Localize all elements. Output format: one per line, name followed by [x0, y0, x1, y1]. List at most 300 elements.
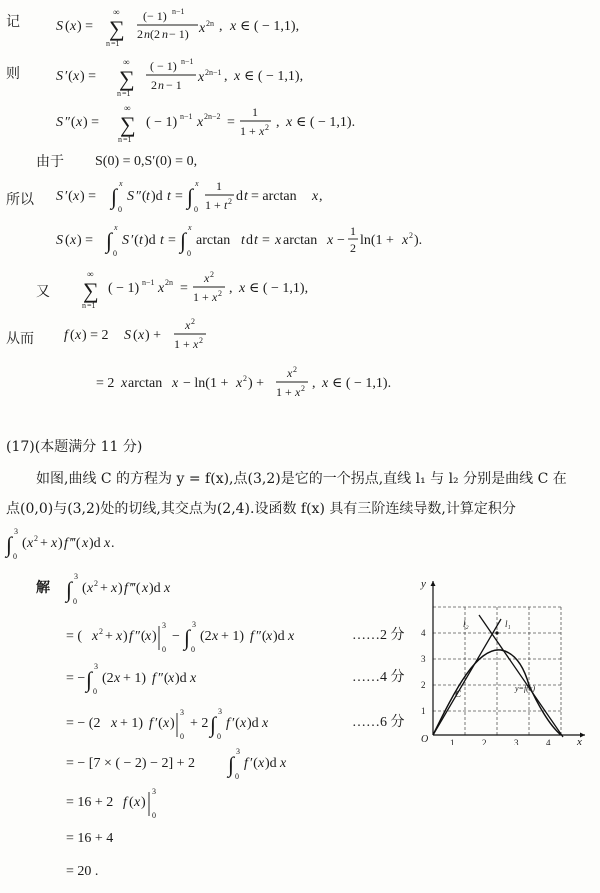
svg-text:2: 2: [94, 579, 98, 588]
svg-text:2n−1: 2n−1: [205, 68, 222, 77]
svg-text:x: x: [327, 233, 334, 248]
svg-text:0: 0: [180, 732, 184, 741]
svg-text:+: +: [105, 629, 113, 644]
svg-text:= (: = (: [66, 629, 83, 644]
svg-text:∫: ∫: [180, 228, 187, 253]
svg-text:)d: )d: [89, 536, 101, 551]
formula-sol-6: [66, 787, 156, 820]
svg-text:∑: ∑: [83, 278, 99, 303]
svg-text:(: (: [133, 328, 138, 343]
svg-text:f: f: [124, 581, 128, 596]
svg-text:2: 2: [34, 534, 38, 543]
svg-text:)d: )d: [144, 233, 156, 248]
svg-text:− ln(1 +: − ln(1 +: [183, 376, 229, 391]
svg-text:x: x: [121, 376, 128, 391]
svg-text:0: 0: [187, 249, 191, 258]
svg-text:x: x: [114, 223, 118, 232]
svg-text:x: x: [111, 716, 118, 731]
problem-line-2: 点(0,0)与(3,2)处的切线,其交点为(2,4).设函数 f(x) 具有三阶连续导数,计算定积分: [6, 501, 516, 517]
x-tick-2: 2: [482, 738, 487, 745]
svg-text:∞: ∞: [124, 103, 131, 113]
svg-text:=: =: [168, 233, 176, 248]
svg-text:2: 2: [151, 78, 157, 92]
formula-problem-integral: [4, 527, 115, 561]
svg-text:1 +: 1 +: [205, 198, 221, 212]
formula-sol-2: [66, 620, 295, 654]
svg-text:∈ ( − 1,1),: ∈ ( − 1,1),: [240, 19, 300, 34]
label-you: 又: [36, 284, 50, 300]
svg-text:n: n: [158, 78, 164, 92]
svg-text:) =: ) =: [77, 19, 94, 34]
svg-text:+ 2: + 2: [190, 716, 209, 731]
svg-text:x: x: [73, 189, 80, 204]
step-16-plus-4: = 16 + 4: [66, 831, 114, 846]
svg-text:x: x: [212, 629, 219, 644]
y-tick-2: 2: [421, 680, 426, 690]
tangent-l1: [433, 619, 501, 735]
svg-text:3: 3: [218, 707, 222, 716]
svg-text:− 1): − 1): [147, 9, 167, 23]
svg-text:∫: ∫: [184, 625, 191, 650]
svg-text:,: ,: [319, 189, 323, 204]
svg-text:+: +: [40, 536, 48, 551]
formula-f-second: [96, 365, 391, 399]
svg-text:x: x: [258, 756, 265, 771]
svg-text:(2: (2: [102, 671, 114, 686]
svg-text:= 16 + 2: = 16 + 2: [66, 795, 114, 810]
svg-text:(: (: [129, 795, 134, 810]
label-congery: 从而: [6, 331, 34, 347]
svg-text:x: x: [236, 376, 243, 391]
svg-text:∫: ∫: [210, 712, 217, 737]
svg-text:′(: ′(: [250, 756, 258, 771]
svg-text:= − (2: = − (2: [66, 716, 101, 731]
svg-text:=: =: [227, 115, 235, 130]
svg-text:2: 2: [199, 336, 203, 345]
svg-text:3: 3: [192, 620, 196, 629]
svg-text:x: x: [212, 290, 218, 304]
svg-text:t: t: [224, 198, 228, 212]
label-y-equals-fx: y=f(x): [515, 684, 536, 693]
svg-text:(2: (2: [200, 629, 212, 644]
y-axis-label: y: [421, 578, 426, 590]
svg-text:) =: ) =: [77, 233, 94, 248]
svg-text:t: t: [146, 189, 150, 204]
svg-text:S: S: [56, 115, 63, 130]
svg-text:′(: ′(: [232, 716, 240, 731]
svg-text:n: n: [144, 27, 150, 41]
x-tick-3: 3: [514, 738, 519, 745]
x-axis-label: x: [577, 736, 582, 745]
svg-text:): ): [152, 629, 157, 644]
svg-text:(: (: [65, 19, 70, 34]
svg-text:1 +: 1 +: [240, 124, 256, 138]
svg-text:.: .: [111, 536, 115, 551]
svg-text:t: t: [244, 189, 248, 204]
svg-text:x: x: [199, 21, 206, 36]
svg-text:=1: =1: [87, 301, 96, 310]
svg-text:t: t: [160, 233, 164, 248]
svg-text:x: x: [195, 179, 199, 188]
svg-text:x: x: [134, 795, 141, 810]
svg-text:,: ,: [224, 69, 228, 84]
formula-sol-1: [64, 572, 171, 606]
svg-text:x: x: [288, 629, 295, 644]
label-l1: l₁: [505, 619, 511, 629]
svg-text:− 1: − 1: [166, 78, 182, 92]
svg-text:t: t: [167, 189, 171, 204]
problem-line-1: 如图,曲线 C 的方程为 y = f(x),点(3,2)是它的一个拐点,直线 l₁ 与 l₂ 分别是曲线 C 在: [36, 471, 567, 487]
svg-text:x: x: [138, 328, 145, 343]
svg-text:x: x: [172, 376, 179, 391]
formula-sol-5: [66, 747, 287, 781]
svg-text:x: x: [82, 536, 89, 551]
svg-text:f: f: [64, 328, 68, 343]
svg-text:″(: ″(: [136, 189, 147, 204]
svg-text:n: n: [106, 39, 110, 48]
x-tick-4: 4: [546, 738, 551, 745]
svg-text:2: 2: [243, 374, 247, 383]
svg-text:f: f: [250, 629, 254, 644]
svg-text:x: x: [116, 629, 123, 644]
svg-text:) =: ) =: [80, 69, 97, 84]
svg-text:0: 0: [217, 732, 221, 741]
svg-text:x: x: [259, 124, 265, 138]
svg-text:1: 1: [216, 179, 222, 193]
svg-text:+ 1): + 1): [221, 629, 245, 644]
svg-text:=: =: [180, 281, 188, 296]
svg-text:x: x: [185, 318, 191, 332]
svg-text:0: 0: [194, 205, 198, 214]
svg-text:x: x: [119, 179, 123, 188]
svg-text:3: 3: [94, 662, 98, 671]
svg-text:x: x: [287, 366, 293, 380]
svg-text:,: ,: [312, 376, 316, 391]
svg-text:x: x: [275, 233, 282, 248]
svg-text:1 +: 1 +: [193, 290, 209, 304]
svg-text:x: x: [295, 385, 301, 399]
svg-text:(2: (2: [150, 27, 160, 41]
svg-text:2: 2: [137, 27, 143, 41]
svg-text:2: 2: [293, 365, 297, 374]
svg-text:x: x: [73, 69, 80, 84]
svg-text:d: d: [246, 233, 253, 248]
svg-text:″(: ″(: [65, 115, 76, 130]
svg-text:( − 1): ( − 1): [108, 281, 140, 296]
svg-text:f: f: [226, 716, 230, 731]
svg-text:)d: )d: [265, 756, 277, 771]
formula-S-integral: [56, 223, 422, 258]
svg-text:+ 1): + 1): [120, 716, 144, 731]
svg-text:2: 2: [218, 289, 222, 298]
svg-text:3: 3: [14, 527, 18, 536]
svg-text:′(: ′(: [65, 69, 73, 84]
svg-text:2n: 2n: [206, 19, 214, 28]
svg-text:−: −: [337, 233, 345, 248]
svg-text:x: x: [70, 19, 77, 34]
svg-text:2: 2: [301, 384, 305, 393]
svg-text:′(: ′(: [131, 233, 139, 248]
svg-text:x: x: [70, 233, 77, 248]
svg-text:0: 0: [113, 249, 117, 258]
y-axis-arrow: [431, 581, 436, 586]
svg-text:0: 0: [93, 687, 97, 696]
svg-text:).: ).: [414, 233, 423, 248]
svg-text:x: x: [104, 536, 111, 551]
step-20: = 20 .: [66, 864, 99, 879]
svg-text:∫: ∫: [111, 184, 118, 209]
svg-text:0: 0: [191, 645, 195, 654]
svg-text:x: x: [402, 233, 409, 248]
svg-text:x: x: [280, 756, 287, 771]
svg-text:x: x: [163, 716, 170, 731]
svg-text:x: x: [76, 115, 83, 130]
svg-text:x: x: [188, 223, 192, 232]
label-ze: 则: [6, 66, 20, 82]
svg-text:0: 0: [235, 772, 239, 781]
svg-text:2n−2: 2n−2: [204, 112, 221, 121]
svg-text:x: x: [168, 671, 175, 686]
svg-text:) =: ) =: [83, 115, 100, 130]
svg-text:x: x: [234, 69, 241, 84]
svg-text:‴(: ‴(: [70, 536, 81, 551]
label-ji: 记: [6, 14, 20, 30]
formula-sum-x2n: [82, 269, 308, 310]
svg-text:arctan: arctan: [128, 376, 163, 391]
svg-text:0: 0: [162, 645, 166, 654]
svg-text:″(: ″(: [158, 671, 169, 686]
svg-text:( − 1): ( − 1): [146, 115, 178, 130]
svg-text:∫: ∫: [86, 667, 93, 692]
svg-text:x: x: [164, 581, 171, 596]
svg-text:,: ,: [229, 281, 233, 296]
svg-text:= arctan: = arctan: [251, 189, 297, 204]
svg-text:∫: ∫: [66, 577, 73, 602]
svg-text:ln(1 +: ln(1 +: [360, 233, 394, 248]
origin-label: O: [421, 734, 429, 745]
svg-text:2: 2: [210, 270, 214, 279]
svg-text:n−1: n−1: [180, 112, 193, 121]
svg-text:n: n: [82, 301, 86, 310]
svg-text:n−1: n−1: [142, 278, 155, 287]
formula-S-prime-integral: [56, 179, 323, 214]
svg-text:x: x: [239, 281, 246, 296]
svg-text:x: x: [266, 629, 273, 644]
svg-text:+: +: [100, 581, 108, 596]
svg-text:x: x: [142, 581, 149, 596]
formula-sol-4: [66, 707, 269, 741]
svg-text:″(: ″(: [135, 629, 146, 644]
svg-text:n−1: n−1: [172, 7, 185, 16]
svg-text:∑: ∑: [109, 16, 125, 41]
label-l2: l₂: [463, 619, 469, 629]
svg-text:∞: ∞: [123, 57, 130, 67]
svg-text:S: S: [124, 328, 131, 343]
svg-text:)d: )d: [247, 716, 259, 731]
svg-text:x: x: [158, 281, 165, 296]
svg-text:x: x: [114, 671, 121, 686]
svg-text:=1: =1: [122, 89, 131, 98]
curve-graph: [413, 575, 593, 745]
svg-text:S: S: [127, 189, 134, 204]
svg-text:1 +: 1 +: [174, 337, 190, 351]
svg-text:0: 0: [118, 205, 122, 214]
svg-text:) =: ) =: [80, 189, 97, 204]
formula-sol-3: [66, 662, 197, 696]
svg-text:arctan: arctan: [196, 233, 231, 248]
svg-text:∫: ∫: [106, 228, 113, 253]
formula-S-prime: [56, 57, 303, 98]
svg-text:( − 1): ( − 1): [150, 59, 177, 73]
svg-text:f: f: [64, 536, 68, 551]
svg-text:3: 3: [152, 787, 156, 796]
label-jie: 解: [36, 580, 50, 596]
svg-text:f: f: [244, 756, 248, 771]
svg-text:2: 2: [350, 241, 356, 255]
svg-text:(: (: [82, 581, 87, 596]
svg-text:x: x: [87, 581, 94, 596]
svg-text:−: −: [172, 629, 180, 644]
svg-text:) +: ) +: [248, 376, 265, 391]
svg-text:x: x: [27, 536, 34, 551]
svg-text:(: (: [65, 233, 70, 248]
svg-text:3: 3: [162, 621, 166, 630]
svg-text:t: t: [254, 233, 258, 248]
svg-text:x: x: [322, 376, 329, 391]
svg-text:x: x: [92, 629, 99, 644]
svg-text:(: (: [70, 328, 75, 343]
svg-text:1: 1: [252, 105, 258, 119]
svg-text:=: =: [262, 233, 270, 248]
svg-text:f: f: [129, 629, 133, 644]
svg-text:0: 0: [73, 597, 77, 606]
svg-text:t: t: [139, 233, 143, 248]
svg-text:n: n: [118, 135, 122, 144]
y-tick-1: 1: [421, 706, 426, 716]
svg-text:S: S: [56, 233, 63, 248]
svg-text:2: 2: [265, 123, 269, 132]
svg-text:∈ ( − 1,1),: ∈ ( − 1,1),: [249, 281, 309, 296]
svg-text:x: x: [240, 716, 247, 731]
svg-text:x: x: [197, 115, 204, 130]
svg-text:2n: 2n: [165, 278, 173, 287]
svg-text:x: x: [198, 70, 205, 85]
svg-text:∫: ∫: [187, 184, 194, 209]
svg-text:= − [7 × ( − 2) − 2] + 2: = − [7 × ( − 2) − 2] + 2: [66, 756, 196, 771]
x-tick-1: 1: [450, 738, 455, 745]
label-suoyi: 所以: [6, 192, 34, 208]
formula-f-first: [64, 317, 206, 351]
svg-text:,: ,: [219, 19, 223, 34]
svg-text:f: f: [149, 716, 153, 731]
svg-text:x: x: [145, 629, 152, 644]
label-youyu: 由于: [36, 154, 64, 170]
svg-text:): ): [118, 581, 123, 596]
svg-text:− 1): − 1): [169, 27, 189, 41]
svg-text:∈ ( − 1,1),: ∈ ( − 1,1),: [244, 69, 304, 84]
svg-text:″(: ″(: [256, 629, 267, 644]
svg-text:∈ ( − 1,1).: ∈ ( − 1,1).: [332, 376, 392, 391]
svg-text:x: x: [262, 716, 269, 731]
svg-text:∈ ( − 1,1).: ∈ ( − 1,1).: [296, 115, 356, 130]
svg-text:,: ,: [276, 115, 280, 130]
svg-text:∫: ∫: [228, 752, 235, 777]
svg-text:=1: =1: [123, 135, 132, 144]
svg-text:x: x: [190, 671, 197, 686]
svg-text:′(: ′(: [65, 189, 73, 204]
svg-text:f: f: [152, 671, 156, 686]
svg-text:1: 1: [350, 224, 356, 238]
svg-text:x: x: [193, 337, 199, 351]
svg-text:0: 0: [152, 811, 156, 820]
svg-text:)d: )d: [175, 671, 187, 686]
svg-text:(: (: [22, 536, 27, 551]
svg-text:): ): [170, 716, 175, 731]
svg-text:1 +: 1 +: [276, 385, 292, 399]
svg-text:∞: ∞: [87, 269, 94, 279]
svg-text:′(: ′(: [155, 716, 163, 731]
score-2: ……2 分: [352, 628, 405, 643]
formula-S-double-prime: [56, 103, 355, 144]
svg-text:3: 3: [236, 747, 240, 756]
svg-text:): ): [58, 536, 63, 551]
svg-text:x: x: [230, 19, 237, 34]
svg-text:)d: )d: [149, 581, 161, 596]
svg-text:2: 2: [228, 197, 232, 206]
svg-text:x: x: [75, 328, 82, 343]
svg-text:+ 1): + 1): [123, 671, 147, 686]
svg-text:∞: ∞: [113, 7, 120, 17]
svg-text:S: S: [56, 189, 63, 204]
svg-text:x: x: [286, 115, 293, 130]
svg-text:f: f: [123, 795, 127, 810]
score-6: ……6 分: [352, 715, 405, 730]
svg-text:= −: = −: [66, 671, 86, 686]
svg-text:= 2: = 2: [96, 376, 115, 391]
svg-text:): ): [141, 795, 146, 810]
y-tick-4: 4: [421, 628, 426, 638]
svg-text:3: 3: [180, 708, 184, 717]
svg-text:3: 3: [74, 572, 78, 581]
svg-text:∫: ∫: [6, 532, 13, 557]
score-4: ……4 分: [352, 670, 405, 685]
svg-text:x: x: [204, 271, 210, 285]
svg-text:x: x: [312, 189, 319, 204]
problem-number: (17)(本题满分 11 分): [6, 439, 143, 455]
svg-text:)d: )d: [273, 629, 285, 644]
svg-text:0: 0: [13, 552, 17, 561]
svg-text:x: x: [51, 536, 58, 551]
intersection-point: [495, 631, 498, 634]
formula-S-definition: [56, 7, 299, 48]
svg-text:2: 2: [99, 627, 103, 636]
y-tick-3: 3: [421, 654, 426, 664]
svg-text:) = 2: ) = 2: [82, 328, 109, 343]
svg-text:2: 2: [409, 231, 413, 240]
svg-text:=1: =1: [111, 39, 120, 48]
svg-text:‴(: ‴(: [130, 581, 141, 596]
svg-text:)d: )d: [151, 189, 163, 204]
svg-text:t: t: [241, 233, 245, 248]
svg-text:n−1: n−1: [181, 57, 194, 66]
svg-text:) +: ) +: [145, 328, 162, 343]
label-c: C: [455, 689, 462, 699]
svg-text:(: (: [143, 9, 147, 23]
svg-text:n: n: [162, 27, 168, 41]
svg-text:): ): [123, 629, 128, 644]
initial-condition: S(0) = 0,S′(0) = 0,: [95, 154, 198, 169]
svg-text:x: x: [111, 581, 118, 596]
